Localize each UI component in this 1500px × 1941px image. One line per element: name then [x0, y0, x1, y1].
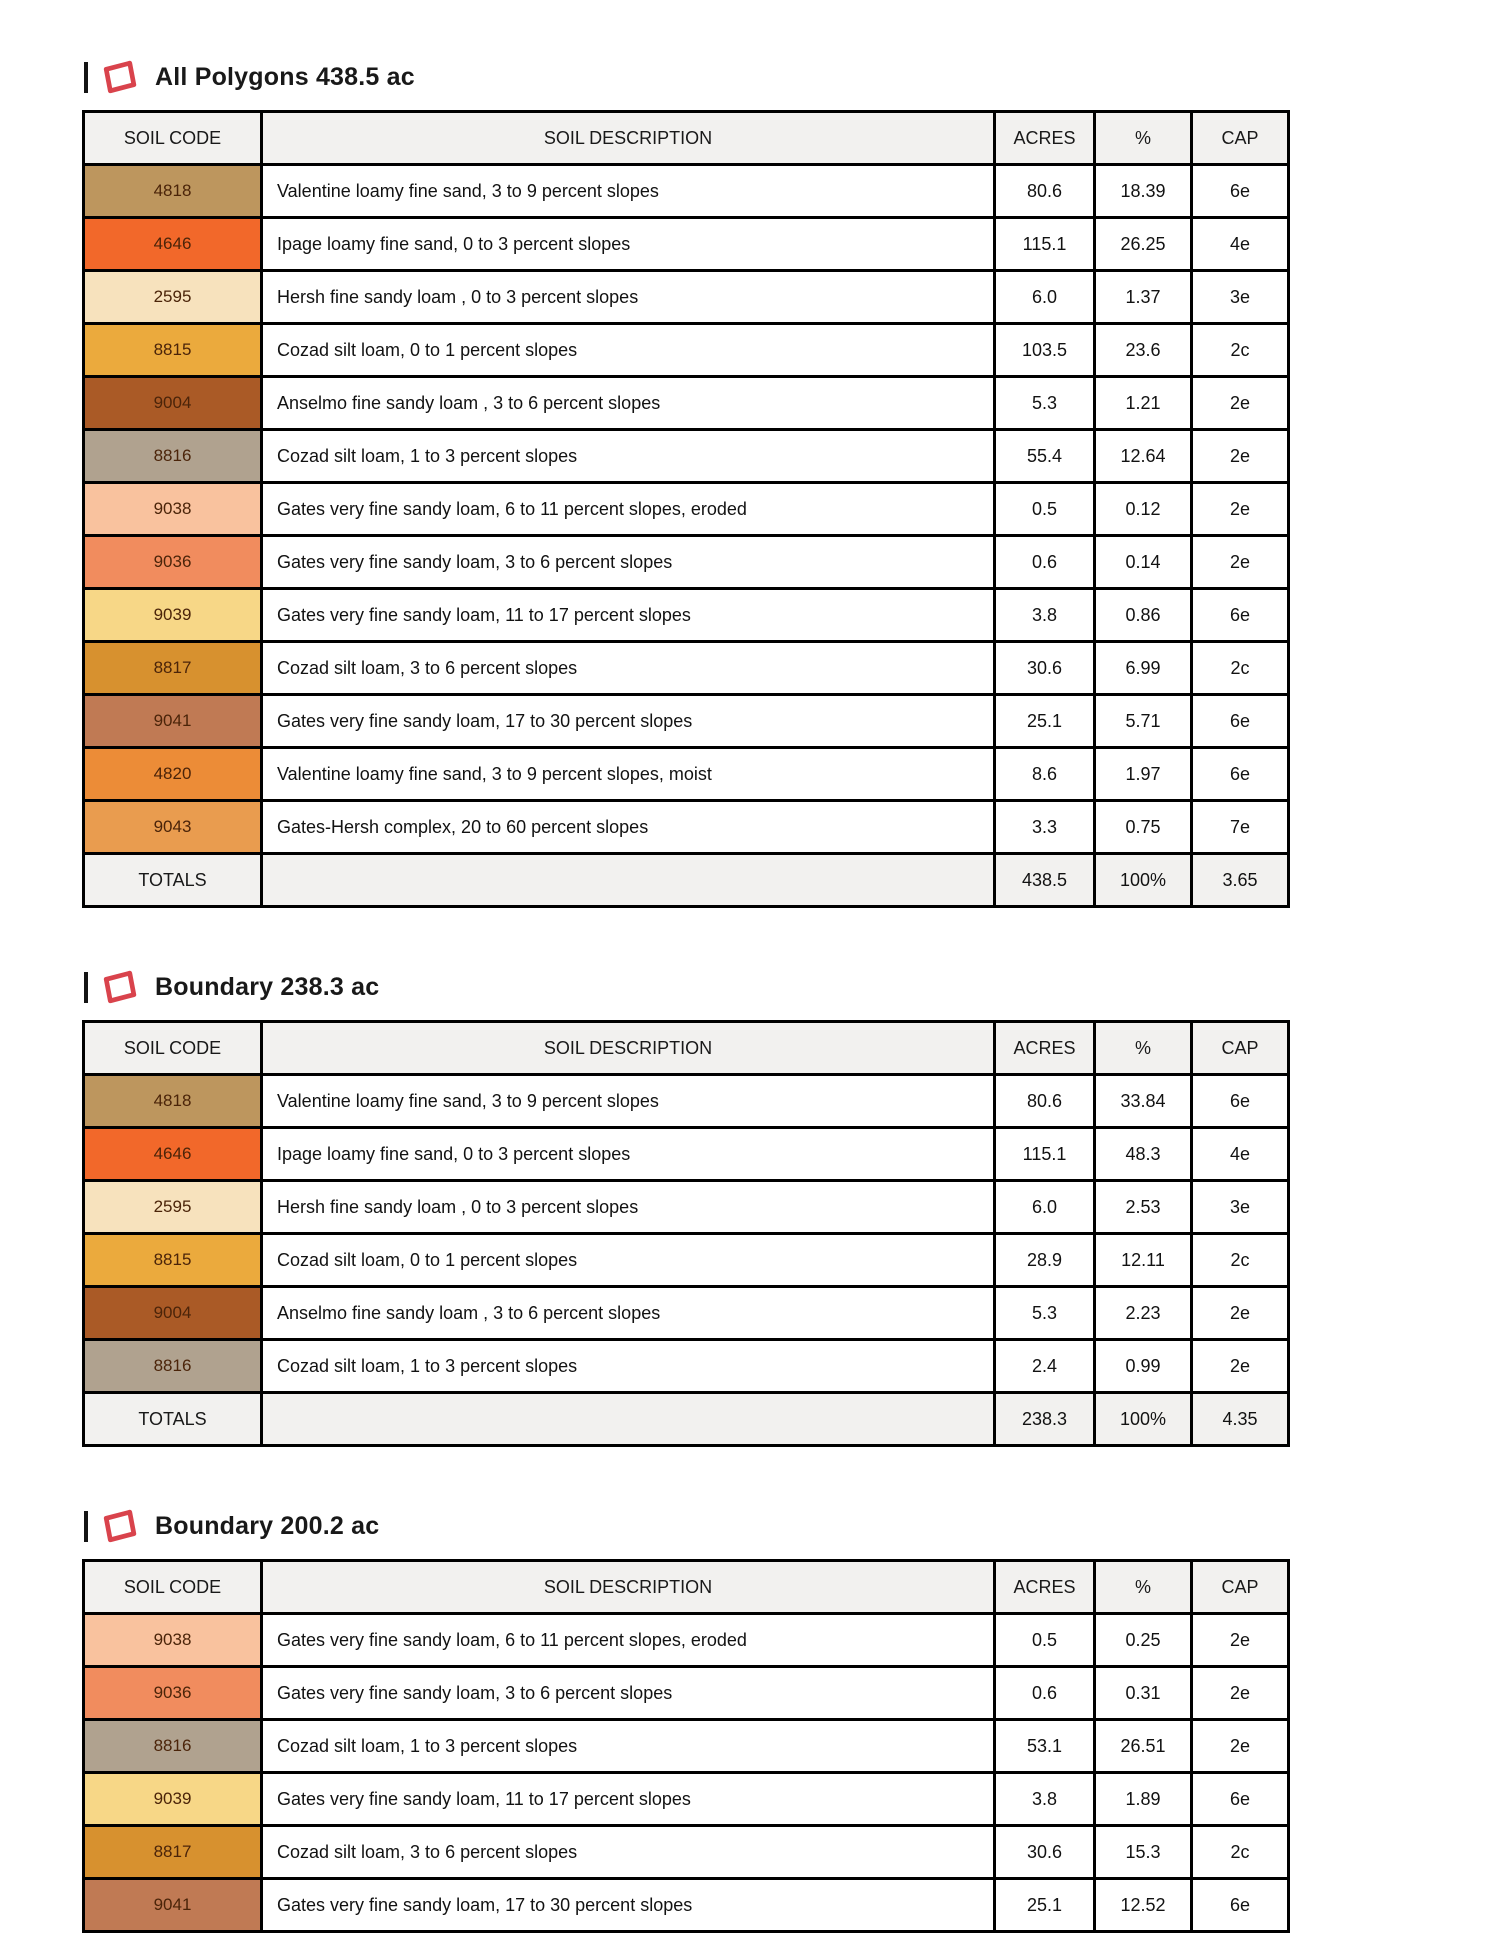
table-row: [84, 218, 1289, 271]
totals-empty-cell: [262, 1393, 995, 1446]
percent-cell: 0.99: [1095, 1340, 1192, 1393]
totals-percent-cell: 100%: [1095, 1393, 1192, 1446]
soil-code-cell: 9038: [84, 1614, 262, 1667]
soil-description-cell: Cozad silt loam, 1 to 3 percent slopes: [262, 1720, 995, 1773]
cap-cell: 4e: [1192, 1128, 1289, 1181]
acres-cell: 3.8: [995, 1773, 1095, 1826]
section-heading: [84, 58, 1500, 96]
soil-code-cell: 4646: [84, 218, 262, 271]
soil-code-cell: 9041: [84, 695, 262, 748]
table-row: [84, 430, 1289, 483]
soil-code-cell: 9041: [84, 1879, 262, 1932]
soil-code-cell: 8816: [84, 1720, 262, 1773]
percent-cell: 0.12: [1095, 483, 1192, 536]
soil-table: [82, 110, 1290, 908]
soil-table: [82, 1020, 1290, 1447]
soil-section: [82, 1507, 1500, 1933]
section-title: Boundary 238.3 ac: [155, 972, 380, 1001]
soil-description-cell: Gates very fine sandy loam, 6 to 11 percent slopes, eroded: [262, 1614, 995, 1667]
acres-cell: 5.3: [995, 377, 1095, 430]
soil-code-cell: 8817: [84, 642, 262, 695]
soil-code-cell: 9004: [84, 377, 262, 430]
acres-cell: 0.6: [995, 536, 1095, 589]
cap-cell: 6e: [1192, 1879, 1289, 1932]
acres-cell: 3.8: [995, 589, 1095, 642]
soil-description-cell: Anselmo fine sandy loam , 3 to 6 percent slopes: [262, 377, 995, 430]
soil-description-cell: Gates very fine sandy loam, 3 to 6 percent slopes: [262, 1667, 995, 1720]
table-row: [84, 695, 1289, 748]
totals-row: [84, 854, 1289, 907]
soil-description-cell: Valentine loamy fine sand, 3 to 9 percent slopes: [262, 1075, 995, 1128]
cap-cell: 4e: [1192, 218, 1289, 271]
percent-cell: 12.64: [1095, 430, 1192, 483]
percent-cell: 1.21: [1095, 377, 1192, 430]
table-row: [84, 536, 1289, 589]
percent-cell: 0.86: [1095, 589, 1192, 642]
polygon-icon: [97, 59, 140, 96]
soil-description-cell: Gates very fine sandy loam, 3 to 6 percent slopes: [262, 536, 995, 589]
col-header-acres: ACRES: [995, 1022, 1095, 1075]
totals-acres-cell: 238.3: [995, 1393, 1095, 1446]
soil-code-cell: 4820: [84, 748, 262, 801]
section-title: Boundary 200.2 ac: [155, 1511, 380, 1540]
soil-description-cell: Valentine loamy fine sand, 3 to 9 percent slopes: [262, 165, 995, 218]
cap-cell: 2c: [1192, 1826, 1289, 1879]
table-row: [84, 1181, 1289, 1234]
cap-cell: 2c: [1192, 324, 1289, 377]
acres-cell: 80.6: [995, 1075, 1095, 1128]
table-row: [84, 1234, 1289, 1287]
totals-cap-cell: 4.35: [1192, 1393, 1289, 1446]
table-row: [84, 1879, 1289, 1932]
soil-code-cell: 2595: [84, 271, 262, 324]
totals-acres-cell: 438.5: [995, 854, 1095, 907]
soil-section: [82, 968, 1500, 1447]
table-row: [84, 165, 1289, 218]
cap-cell: 6e: [1192, 165, 1289, 218]
col-header-soil-description: SOIL DESCRIPTION: [262, 112, 995, 165]
percent-cell: 0.75: [1095, 801, 1192, 854]
cap-cell: 2e: [1192, 1614, 1289, 1667]
percent-cell: 26.25: [1095, 218, 1192, 271]
section-heading: [84, 968, 1500, 1006]
col-header-cap: CAP: [1192, 112, 1289, 165]
table-row: [84, 324, 1289, 377]
cap-cell: 2e: [1192, 1287, 1289, 1340]
polygon-icon: [97, 1508, 140, 1545]
soil-code-cell: 9036: [84, 1667, 262, 1720]
acres-cell: 0.6: [995, 1667, 1095, 1720]
cap-cell: 2e: [1192, 377, 1289, 430]
soil-description-cell: Hersh fine sandy loam , 0 to 3 percent slopes: [262, 1181, 995, 1234]
table-header-row: [84, 1561, 1289, 1614]
col-header-percent: %: [1095, 112, 1192, 165]
acres-cell: 55.4: [995, 430, 1095, 483]
percent-cell: 0.14: [1095, 536, 1192, 589]
acres-cell: 5.3: [995, 1287, 1095, 1340]
table-row: [84, 589, 1289, 642]
acres-cell: 3.3: [995, 801, 1095, 854]
section-title: All Polygons 438.5 ac: [155, 62, 415, 91]
cursor-bar-icon: [84, 1511, 88, 1542]
percent-cell: 1.89: [1095, 1773, 1192, 1826]
percent-cell: 12.52: [1095, 1879, 1192, 1932]
soil-code-cell: 8817: [84, 1826, 262, 1879]
percent-cell: 5.71: [1095, 695, 1192, 748]
totals-label-cell: TOTALS: [84, 854, 262, 907]
soil-code-cell: 2595: [84, 1181, 262, 1234]
soil-description-cell: Cozad silt loam, 0 to 1 percent slopes: [262, 324, 995, 377]
table-row: [84, 377, 1289, 430]
table-header-row: [84, 1022, 1289, 1075]
cap-cell: 2e: [1192, 1667, 1289, 1720]
percent-cell: 15.3: [1095, 1826, 1192, 1879]
acres-cell: 25.1: [995, 695, 1095, 748]
table-row: [84, 271, 1289, 324]
percent-cell: 26.51: [1095, 1720, 1192, 1773]
soil-description-cell: Anselmo fine sandy loam , 3 to 6 percent slopes: [262, 1287, 995, 1340]
percent-cell: 48.3: [1095, 1128, 1192, 1181]
table-row: [84, 1667, 1289, 1720]
acres-cell: 8.6: [995, 748, 1095, 801]
cap-cell: 6e: [1192, 1075, 1289, 1128]
soil-description-cell: Gates very fine sandy loam, 6 to 11 percent slopes, eroded: [262, 483, 995, 536]
soil-code-cell: 9043: [84, 801, 262, 854]
soil-description-cell: Gates very fine sandy loam, 11 to 17 percent slopes: [262, 589, 995, 642]
cap-cell: 2e: [1192, 430, 1289, 483]
soil-code-cell: 9039: [84, 1773, 262, 1826]
soil-code-cell: 9004: [84, 1287, 262, 1340]
col-header-acres: ACRES: [995, 112, 1095, 165]
cap-cell: 7e: [1192, 801, 1289, 854]
soil-description-cell: Gates very fine sandy loam, 11 to 17 percent slopes: [262, 1773, 995, 1826]
cap-cell: 2e: [1192, 1340, 1289, 1393]
acres-cell: 6.0: [995, 271, 1095, 324]
table-row: [84, 801, 1289, 854]
table-row: [84, 1826, 1289, 1879]
soil-description-cell: Cozad silt loam, 1 to 3 percent slopes: [262, 430, 995, 483]
cursor-bar-icon: [84, 62, 88, 93]
percent-cell: 1.97: [1095, 748, 1192, 801]
table-row: [84, 642, 1289, 695]
soil-description-cell: Cozad silt loam, 1 to 3 percent slopes: [262, 1340, 995, 1393]
acres-cell: 80.6: [995, 165, 1095, 218]
cap-cell: 2c: [1192, 642, 1289, 695]
soil-code-cell: 9036: [84, 536, 262, 589]
soil-description-cell: Cozad silt loam, 0 to 1 percent slopes: [262, 1234, 995, 1287]
acres-cell: 30.6: [995, 642, 1095, 695]
soil-code-cell: 8816: [84, 1340, 262, 1393]
table-row: [84, 1075, 1289, 1128]
soil-code-cell: 9038: [84, 483, 262, 536]
soil-description-cell: Gates very fine sandy loam, 17 to 30 percent slopes: [262, 695, 995, 748]
table-row: [84, 748, 1289, 801]
acres-cell: 0.5: [995, 1614, 1095, 1667]
totals-cap-cell: 3.65: [1192, 854, 1289, 907]
col-header-soil-code: SOIL CODE: [84, 1561, 262, 1614]
percent-cell: 1.37: [1095, 271, 1192, 324]
soil-code-cell: 8815: [84, 324, 262, 377]
soil-code-cell: 9039: [84, 589, 262, 642]
col-header-soil-description: SOIL DESCRIPTION: [262, 1022, 995, 1075]
cap-cell: 3e: [1192, 1181, 1289, 1234]
table-row: [84, 483, 1289, 536]
soil-description-cell: Gates very fine sandy loam, 17 to 30 percent slopes: [262, 1879, 995, 1932]
acres-cell: 28.9: [995, 1234, 1095, 1287]
acres-cell: 103.5: [995, 324, 1095, 377]
soil-description-cell: Cozad silt loam, 3 to 6 percent slopes: [262, 1826, 995, 1879]
soil-description-cell: Valentine loamy fine sand, 3 to 9 percent slopes, moist: [262, 748, 995, 801]
soil-code-cell: 8816: [84, 430, 262, 483]
table-row: [84, 1773, 1289, 1826]
cap-cell: 6e: [1192, 589, 1289, 642]
percent-cell: 18.39: [1095, 165, 1192, 218]
table-row: [84, 1614, 1289, 1667]
soil-code-cell: 4646: [84, 1128, 262, 1181]
soil-code-cell: 8815: [84, 1234, 262, 1287]
cap-cell: 2c: [1192, 1234, 1289, 1287]
percent-cell: 6.99: [1095, 642, 1192, 695]
cap-cell: 6e: [1192, 695, 1289, 748]
cap-cell: 3e: [1192, 271, 1289, 324]
col-header-acres: ACRES: [995, 1561, 1095, 1614]
col-header-soil-description: SOIL DESCRIPTION: [262, 1561, 995, 1614]
acres-cell: 2.4: [995, 1340, 1095, 1393]
section-heading: [84, 1507, 1500, 1545]
acres-cell: 115.1: [995, 1128, 1095, 1181]
cursor-bar-icon: [84, 972, 88, 1003]
percent-cell: 2.53: [1095, 1181, 1192, 1234]
acres-cell: 115.1: [995, 218, 1095, 271]
table-row: [84, 1340, 1289, 1393]
percent-cell: 0.31: [1095, 1667, 1192, 1720]
acres-cell: 30.6: [995, 1826, 1095, 1879]
table-row: [84, 1720, 1289, 1773]
soil-table: [82, 1559, 1290, 1933]
acres-cell: 53.1: [995, 1720, 1095, 1773]
soil-code-cell: 4818: [84, 1075, 262, 1128]
table-row: [84, 1128, 1289, 1181]
polygon-icon: [97, 969, 140, 1006]
soil-description-cell: Gates-Hersh complex, 20 to 60 percent slopes: [262, 801, 995, 854]
col-header-percent: %: [1095, 1022, 1192, 1075]
totals-row: [84, 1393, 1289, 1446]
cap-cell: 6e: [1192, 748, 1289, 801]
col-header-cap: CAP: [1192, 1561, 1289, 1614]
totals-percent-cell: 100%: [1095, 854, 1192, 907]
table-header-row: [84, 112, 1289, 165]
col-header-soil-code: SOIL CODE: [84, 1022, 262, 1075]
cap-cell: 6e: [1192, 1773, 1289, 1826]
soil-description-cell: Ipage loamy fine sand, 0 to 3 percent slopes: [262, 218, 995, 271]
soil-description-cell: Ipage loamy fine sand, 0 to 3 percent slopes: [262, 1128, 995, 1181]
col-header-cap: CAP: [1192, 1022, 1289, 1075]
cap-cell: 2e: [1192, 1720, 1289, 1773]
col-header-percent: %: [1095, 1561, 1192, 1614]
soil-description-cell: Hersh fine sandy loam , 0 to 3 percent slopes: [262, 271, 995, 324]
percent-cell: 12.11: [1095, 1234, 1192, 1287]
acres-cell: 25.1: [995, 1879, 1095, 1932]
cap-cell: 2e: [1192, 536, 1289, 589]
soil-code-cell: 4818: [84, 165, 262, 218]
percent-cell: 0.25: [1095, 1614, 1192, 1667]
percent-cell: 2.23: [1095, 1287, 1192, 1340]
acres-cell: 0.5: [995, 483, 1095, 536]
col-header-soil-code: SOIL CODE: [84, 112, 262, 165]
soil-description-cell: Cozad silt loam, 3 to 6 percent slopes: [262, 642, 995, 695]
table-row: [84, 1287, 1289, 1340]
totals-empty-cell: [262, 854, 995, 907]
percent-cell: 23.6: [1095, 324, 1192, 377]
cap-cell: 2e: [1192, 483, 1289, 536]
totals-label-cell: TOTALS: [84, 1393, 262, 1446]
soil-section: [82, 58, 1500, 908]
acres-cell: 6.0: [995, 1181, 1095, 1234]
percent-cell: 33.84: [1095, 1075, 1192, 1128]
